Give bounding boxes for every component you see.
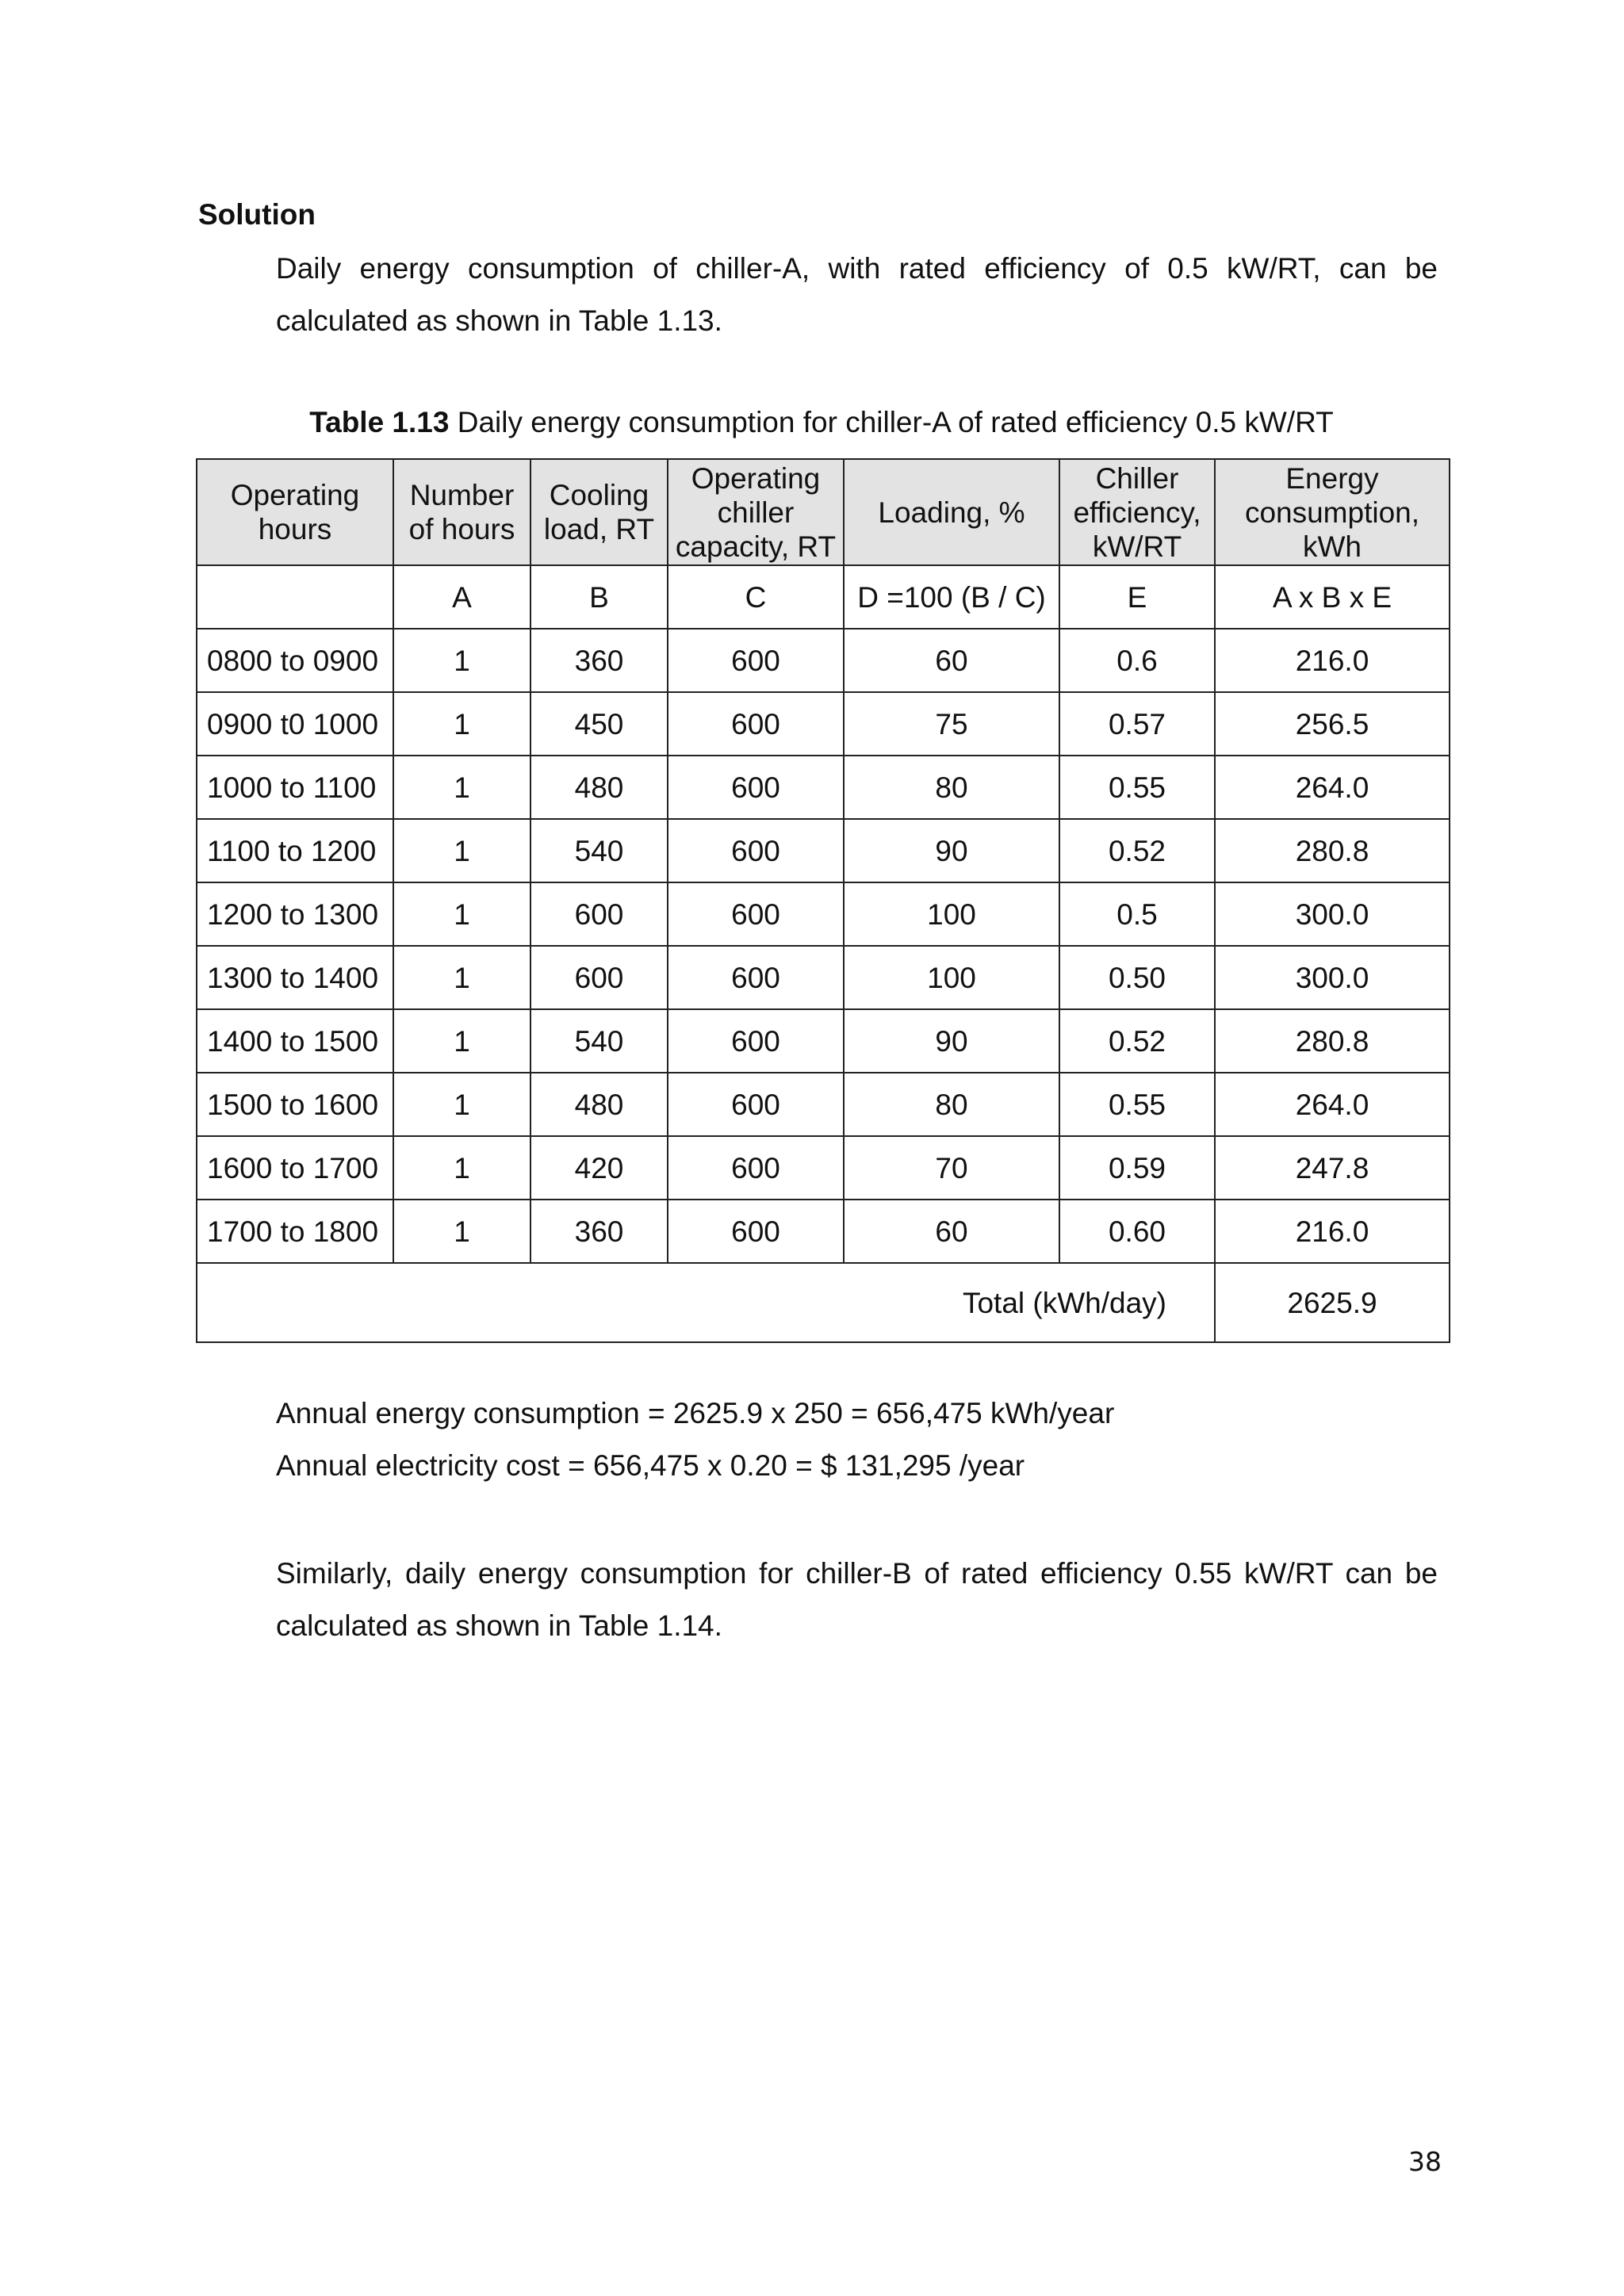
- table-cell: 1600 to 1700: [197, 1136, 393, 1200]
- table-cell: 60: [844, 1200, 1059, 1263]
- table-row: [197, 629, 1450, 692]
- table-cell: 0.55: [1059, 1073, 1215, 1136]
- table-cell: 600: [530, 882, 668, 946]
- table-cell: 1000 to 1100: [197, 756, 393, 819]
- table-cell: E: [1059, 565, 1215, 629]
- table-cell: 540: [530, 819, 668, 882]
- table-cell: 1500 to 1600: [197, 1073, 393, 1136]
- table-cell: 0.60: [1059, 1200, 1215, 1263]
- table-cell: 216.0: [1215, 1200, 1450, 1263]
- table-cell: 0.6: [1059, 629, 1215, 692]
- table-cell: 70: [844, 1136, 1059, 1200]
- table-row: [197, 882, 1450, 946]
- table-cell: 300.0: [1215, 882, 1450, 946]
- table-row: [197, 692, 1450, 756]
- table-cell: 1: [393, 819, 530, 882]
- table-cell: 60: [844, 629, 1059, 692]
- section-heading: Solution: [198, 198, 316, 231]
- column-header-energy-consumption: Energy consumption, kWh: [1215, 459, 1450, 565]
- column-header-chiller-capacity: Operating chiller capacity, RT: [668, 459, 844, 565]
- table-row: [197, 946, 1450, 1009]
- table-cell: 0.52: [1059, 819, 1215, 882]
- table-cell: 1: [393, 1009, 530, 1073]
- table-cell: 600: [668, 1200, 844, 1263]
- table-cell: 1: [393, 882, 530, 946]
- table-cell: 280.8: [1215, 819, 1450, 882]
- table-cell: [197, 565, 393, 629]
- table-cell: 100: [844, 946, 1059, 1009]
- table-cell: 540: [530, 1009, 668, 1073]
- table-cell: 80: [844, 1073, 1059, 1136]
- table-cell: 480: [530, 1073, 668, 1136]
- total-label: Total (kWh/day): [197, 1263, 1215, 1342]
- table-row: [197, 1073, 1450, 1136]
- table-cell: 264.0: [1215, 756, 1450, 819]
- table-cell: 450: [530, 692, 668, 756]
- table-cell: 0.55: [1059, 756, 1215, 819]
- table-cell: 600: [668, 692, 844, 756]
- table-cell: 0800 to 0900: [197, 629, 393, 692]
- table-cell: 1: [393, 1073, 530, 1136]
- table-cell: 360: [530, 1200, 668, 1263]
- table-caption-label: Table 1.13: [309, 406, 450, 438]
- table-cell: 420: [530, 1136, 668, 1200]
- intro-paragraph: Daily energy consumption of chiller-A, with rated efficiency of 0.5 kW/RT, can be calculated as shown in Table 1.13.: [276, 252, 1438, 337]
- table-cell: 480: [530, 756, 668, 819]
- table-cell: 256.5: [1215, 692, 1450, 756]
- table-cell: 0900 t0 1000: [197, 692, 393, 756]
- table-cell: 100: [844, 882, 1059, 946]
- table-cell: 600: [668, 1136, 844, 1200]
- table-cell: 264.0: [1215, 1073, 1450, 1136]
- formula-row: [197, 565, 1450, 629]
- table-cell: 600: [668, 629, 844, 692]
- page-number: 38: [1408, 2146, 1442, 2177]
- table-cell: 600: [668, 1073, 844, 1136]
- column-header-chiller-efficiency: Chiller efficiency, kW/RT: [1059, 459, 1215, 565]
- table-cell: 0.57: [1059, 692, 1215, 756]
- column-header-number-of-hours: Number of hours: [393, 459, 530, 565]
- closing-paragraph: Similarly, daily energy consumption for chiller-B of rated efficiency 0.55 kW/RT can be calculated as shown in Table 1.14.: [276, 1557, 1438, 1642]
- table-caption-text: Daily energy consumption for chiller-A of rated efficiency 0.5 kW/RT: [449, 406, 1334, 438]
- table-row: [197, 1200, 1450, 1263]
- table-cell: 216.0: [1215, 629, 1450, 692]
- table-cell: 247.8: [1215, 1136, 1450, 1200]
- table-cell: 1: [393, 1200, 530, 1263]
- table-cell: 600: [530, 946, 668, 1009]
- table-cell: 0.52: [1059, 1009, 1215, 1073]
- total-value: 2625.9: [1215, 1263, 1450, 1342]
- table-row: [197, 756, 1450, 819]
- table-cell: 600: [668, 756, 844, 819]
- table-cell: 280.8: [1215, 1009, 1450, 1073]
- table-cell: D =100 (B / C): [844, 565, 1059, 629]
- table-cell: 1: [393, 629, 530, 692]
- table-cell: 80: [844, 756, 1059, 819]
- column-header-loading: Loading, %: [844, 459, 1059, 565]
- table-cell: 300.0: [1215, 946, 1450, 1009]
- energy-consumption-table: [196, 458, 1450, 1343]
- table-cell: C: [668, 565, 844, 629]
- table-cell: 1700 to 1800: [197, 1200, 393, 1263]
- table-cell: 1: [393, 756, 530, 819]
- table-cell: 1300 to 1400: [197, 946, 393, 1009]
- table-cell: 0.50: [1059, 946, 1215, 1009]
- table-cell: 1: [393, 692, 530, 756]
- table-header-row: [197, 459, 1450, 565]
- table-cell: A: [393, 565, 530, 629]
- table-cell: 360: [530, 629, 668, 692]
- table-cell: 600: [668, 946, 844, 1009]
- total-row: [197, 1263, 1450, 1342]
- table-cell: 1: [393, 1136, 530, 1200]
- column-header-operating-hours: Operating hours: [197, 459, 393, 565]
- annual-energy-line: Annual energy consumption = 2625.9 x 250 = 656,475 kWh/year: [276, 1397, 1115, 1429]
- table-cell: 1100 to 1200: [197, 819, 393, 882]
- table-row: [197, 819, 1450, 882]
- table-cell: 90: [844, 1009, 1059, 1073]
- table-cell: 1400 to 1500: [197, 1009, 393, 1073]
- table-cell: 1200 to 1300: [197, 882, 393, 946]
- table-cell: A x B x E: [1215, 565, 1450, 629]
- table-cell: 75: [844, 692, 1059, 756]
- table-cell: 90: [844, 819, 1059, 882]
- table-row: [197, 1136, 1450, 1200]
- table-cell: 600: [668, 882, 844, 946]
- table-caption: [198, 403, 1445, 442]
- table-cell: 600: [668, 1009, 844, 1073]
- table-cell: B: [530, 565, 668, 629]
- table-cell: 600: [668, 819, 844, 882]
- table-cell: 1: [393, 946, 530, 1009]
- table-cell: 0.5: [1059, 882, 1215, 946]
- table-cell: 0.59: [1059, 1136, 1215, 1200]
- annual-cost-line: Annual electricity cost = 656,475 x 0.20 = $ 131,295 /year: [276, 1449, 1025, 1482]
- column-header-cooling-load: Cooling load, RT: [530, 459, 668, 565]
- table-row: [197, 1009, 1450, 1073]
